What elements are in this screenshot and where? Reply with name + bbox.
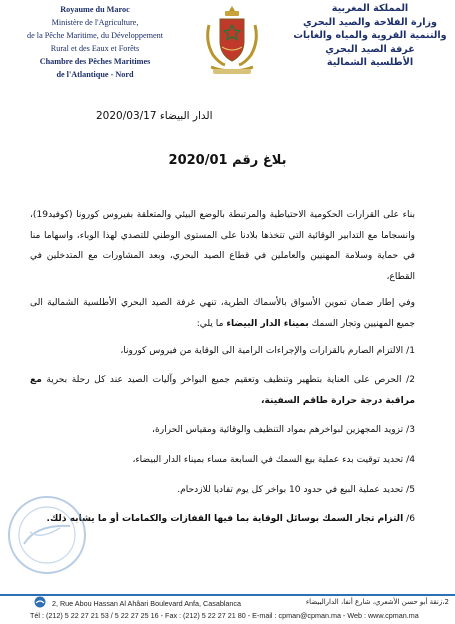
list-item-text: تحديد عملية البيع في حدود 10 بواخر كل يوم تفاديا للازدحام. [177,484,404,495]
header-ar-line-3: والتنمية القروية والمياه والغابات [293,30,447,42]
letterhead-arabic [291,2,449,70]
list-item [30,420,415,441]
chamber-logo-icon [34,596,46,608]
document-title: بلاغ رقم 2020/01 [168,153,287,168]
header-fr-line-2: Ministère de l'Agriculture, [51,18,139,27]
footer-divider [0,594,455,596]
list-item-number: 4/ [406,454,415,465]
header-ar-line-5: الأطلسية الشمالية [326,57,414,69]
header-fr-line-5: Chambre des Pêches Maritimes [39,57,151,66]
paragraph-announcement-port: بميناء الدار البيضاء [226,318,309,329]
list-item [30,450,415,471]
list-item-text: تحديد توقيت بدء عملية بيع السمك في السابعة مساء بميناء الدار البيضاء، [132,454,404,465]
header-ar-line-4: غرفة الصيد البحري [325,43,415,55]
footer-address-french: 2, Rue Abou Hassan Al Ahâari Boulevard Anfa, Casablanca [52,599,241,608]
header-fr-line-4: Rural et des Eaux et Forêts [50,44,140,53]
header-ar-line-2: وزارة الفلاحة والصيد البحري [302,16,438,28]
paragraph-intro: بناء على القرارات الحكومية الاحتياطية والمرتبطة بالوضع البيئي والمتعلقة بفيروس كورونا (كوفيد19)، وانسجاما مع التدابير الوقائية التي تتخذها بلادنا على المستوى الوطني للتصدي لهذا الوباء، واسهاما منا في حماية وسلامة المهنيين والعاملين في قطاع الصيد البحري، وبعد المشاورات مع المتدخلين في القطاع، [30,210,415,282]
list-item-text: تزويد المجهزين لبواخرهم بمواد التنظيف والوقائية ومقياس الحرارة، [152,425,404,436]
list-item-number: 3/ [406,425,415,436]
list-item-text: الالتزام الصارم بالقرارات والإجراءات الرامية الى الوقاية من فيروس كورونا، [120,345,404,356]
document-body [30,205,415,539]
paragraph-announcement-end: ما يلي: [196,318,227,329]
header-fr-line-1: Royaume du Maroc [60,5,130,14]
paragraph-announcement-start: وفي إطار ضمان تموين الأسواق بالأسماك الطرية، تنهي غرفة الصيد البحري الأطلسية الشمالية الى جميع المهنيين وتجار السمك [30,298,415,329]
list-item-bold: مع مراقبة درجة حرارة طاقم السفينة، [30,375,415,406]
list-item-number: 2/ [406,375,415,386]
letterhead-french [0,3,190,81]
list-item-text: الحرص على العناية بتطهير وتنظيف وتعقيم جميع البواخر وآليات الصيد عند كل رحلة بحرية [41,375,402,386]
header-fr-line-3: de la Pêche Maritime, du Développement [27,31,163,40]
list-item-number: 6/ [406,514,415,525]
header-ar-line-1: المملكة المغربية [331,3,409,14]
list-item [30,370,415,411]
footer-address-arabic: 2،زنقة أبو حسن الأشعري، شارع أنفا، الدارالبيضاء [305,598,449,606]
footer-contact: Tél : (212) 5 22 27 21 53 / 5 22 27 25 16 - Fax : (212) 5 22 27 21 80 - E-mail : cpman@cpman.ma - Web : www.cpman.ma [30,611,419,620]
list-item-number: 5/ [406,484,415,495]
official-stamp-icon [4,492,90,578]
list-item-number: 1/ [406,345,415,356]
document-date: الدار البيضاء 2020/03/17 [96,110,213,122]
paragraph-announcement [30,293,415,334]
list-item [30,341,415,362]
list-item-text: التزام تجار السمك بوسائل الوقاية بما فيها القفازات والكمامات أو ما يشابه ذلك. [46,514,404,525]
header-fr-line-6: de l'Atlantique - Nord [56,70,134,79]
coat-of-arms-icon [203,3,261,77]
